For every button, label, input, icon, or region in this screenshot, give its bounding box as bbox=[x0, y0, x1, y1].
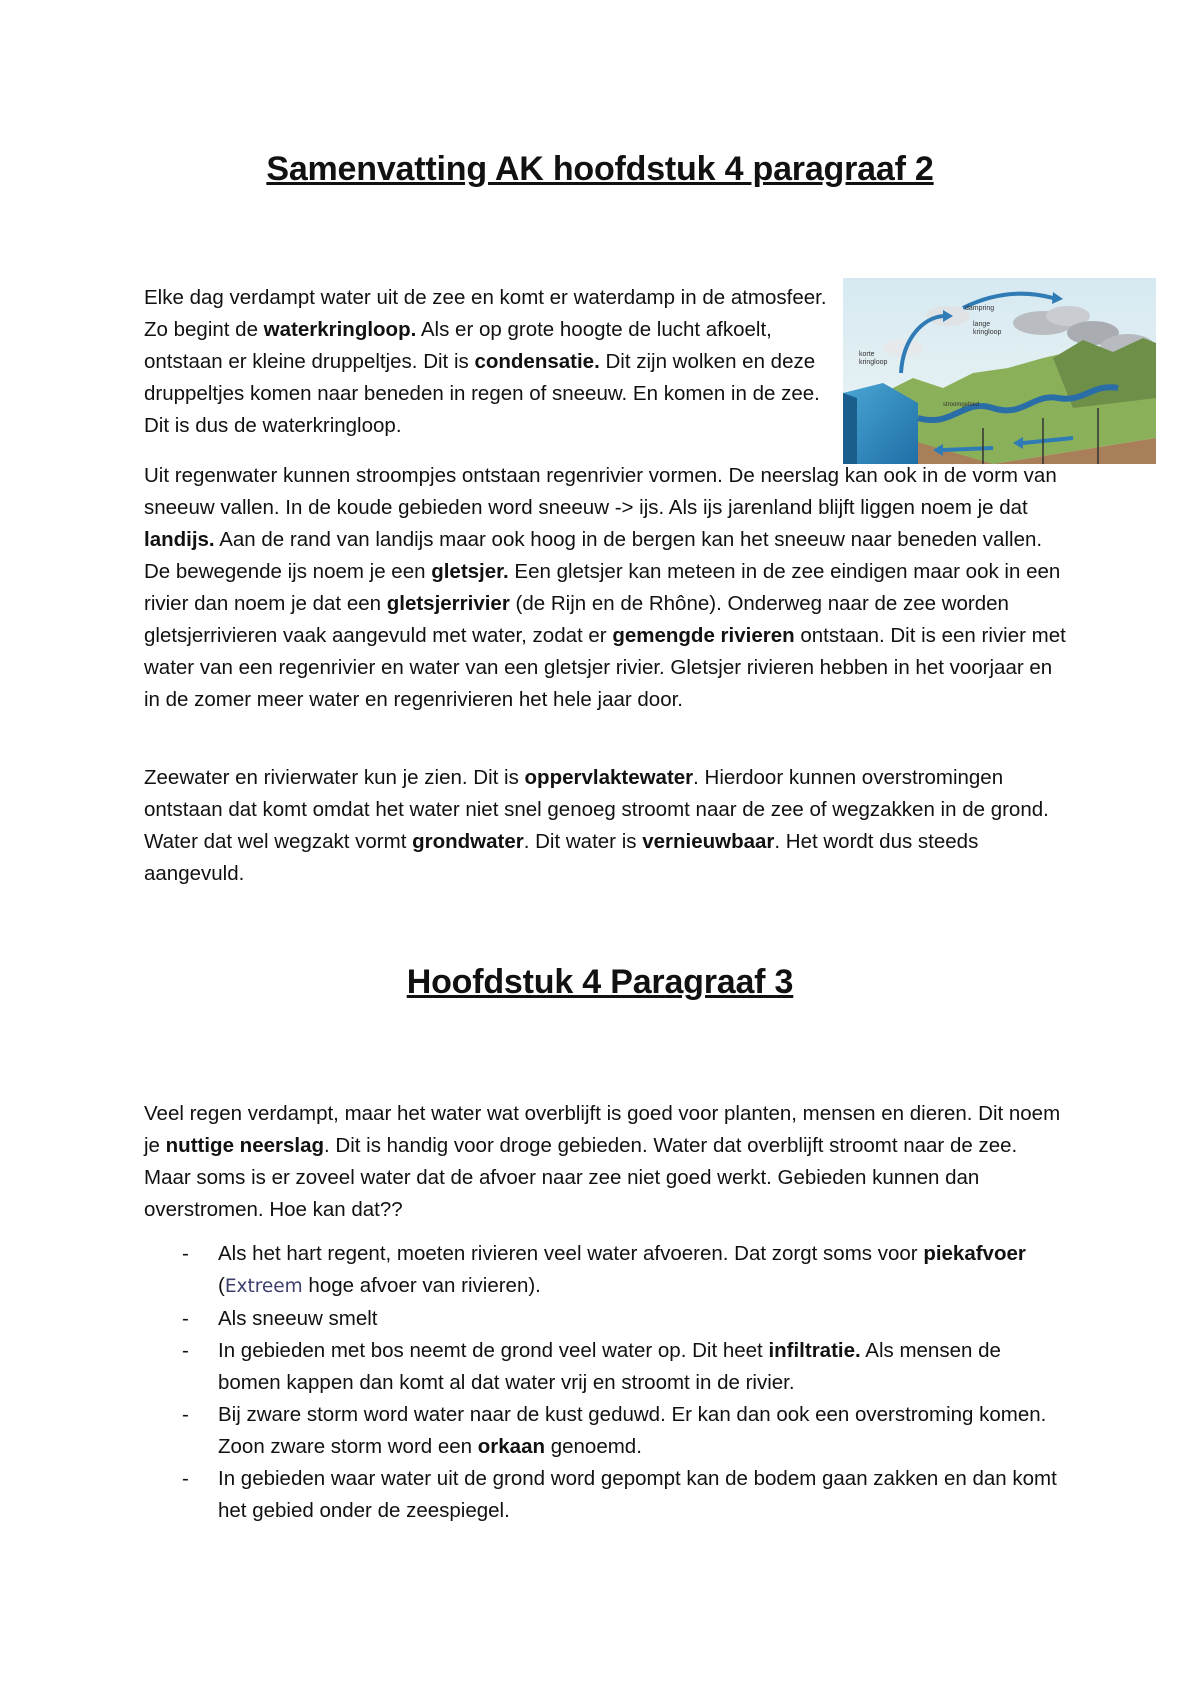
text: (de Rijn en de Rhône). Onderweg naar de zee worden gletsjerrivieren vaak aangevuld met water, zodat er bbox=[144, 592, 1009, 647]
text: Bij zware storm word water naar de kust geduwd. Er kan dan ook een overstroming komen. Zoon zware storm word een bbox=[218, 1403, 1047, 1458]
page-title: Samenvatting AK hoofdstuk 4 paragraaf 2 bbox=[266, 150, 934, 188]
term-nuttige-neerslag: nuttige neerslag bbox=[165, 1134, 324, 1157]
text: . Hierdoor kunnen overstromingen ontstaan dat komt omdat het water niet snel genoeg stroomt naar de zee of wegzakken in de grond. Water dat wel wegzakt vormt bbox=[144, 766, 1049, 853]
list-item bbox=[144, 1399, 1069, 1463]
term-gemengde-rivieren: gemengde rivieren bbox=[612, 624, 795, 647]
paragraph-oppervlaktewater bbox=[144, 762, 1069, 890]
dash: - bbox=[182, 1467, 189, 1490]
text: In gebieden waar water uit de grond word gepompt kan de bodem gaan zakken en dan komt het gebied onder de zeespiegel. bbox=[218, 1467, 1057, 1522]
term-orkaan: orkaan bbox=[477, 1435, 546, 1458]
text: Zeewater en rivierwater kun je zien. Dit is bbox=[144, 766, 525, 789]
text: ontstaan. Dit is een rivier met water van een regenrivier en water van een gletsjer rivier. Gletsjer rivieren hebben in het voorjaar en in de zomer meer water en regenrivieren het hele jaar door. bbox=[144, 624, 1066, 711]
dash: - bbox=[182, 1307, 189, 1330]
list-item bbox=[144, 1238, 1069, 1303]
text: Een gletsjer kan meteen in de zee eindigen maar ook in een rivier dan noem je dat een bbox=[144, 560, 1061, 615]
causes-list bbox=[144, 1238, 1069, 1527]
paragraph-nuttige-neerslag bbox=[144, 1098, 1069, 1226]
text: hoge afvoer van rivieren). bbox=[302, 1274, 541, 1297]
term-infiltratie: infiltratie. bbox=[768, 1339, 861, 1362]
list-item bbox=[144, 1303, 1069, 1335]
term-grondwater: grondwater bbox=[412, 830, 524, 853]
term-vernieuwbaar: vernieuwbaar bbox=[642, 830, 775, 853]
dash: - bbox=[182, 1339, 189, 1362]
text: Als het hart regent, moeten rivieren veel water afvoeren. Dat zorgt soms voor bbox=[218, 1242, 924, 1265]
text: Als mensen de bomen kappen dan komt al dat water vrij en stroomt in de rivier. bbox=[218, 1339, 1001, 1394]
term-waterkringloop: waterkringloop. bbox=[263, 318, 417, 341]
text: . Dit water is bbox=[523, 830, 643, 853]
term-oppervlaktewater: oppervlaktewater bbox=[524, 766, 694, 789]
paragraph-gletsjers bbox=[144, 460, 1069, 716]
term-gletsjerrivier: gletsjerrivier bbox=[386, 592, 510, 615]
text: . Het wordt dus steeds aangevuld. bbox=[144, 830, 979, 885]
text: Veel regen verdampt, maar het water wat overblijft is goed voor planten, mensen en dieren. Dit noem je bbox=[144, 1102, 1061, 1157]
term-condensatie: condensatie. bbox=[474, 350, 600, 373]
term-landijs: landijs. bbox=[144, 528, 215, 551]
text: ( bbox=[218, 1274, 225, 1297]
text: Uit regenwater kunnen stroompjes ontstaan regenrivier vormen. De neerslag kan ook in de vorm van sneeuw vallen. In de koude gebieden word sneeuw -> ijs. Als ijs jarenland blijft liggen noem je dat bbox=[144, 464, 1057, 519]
text: genoemd. bbox=[545, 1435, 642, 1458]
label-stroomgebied: stroomgebied bbox=[943, 402, 980, 408]
water-cycle-illustration bbox=[843, 278, 1156, 464]
text: Elke dag verdampt water uit de zee en komt er waterdamp in de atmosfeer. Zo begint de bbox=[144, 286, 827, 341]
label-korte-kringloop: korte kringloop bbox=[859, 351, 888, 366]
term-piekafvoer: piekafvoer bbox=[923, 1242, 1026, 1265]
sea-side bbox=[843, 393, 857, 464]
text: Aan de rand van landijs maar ook hoog in de bergen kan het sneeuw naar beneden vallen. De bewegende ijs noem je een bbox=[144, 528, 1043, 583]
section-title: Hoofdstuk 4 Paragraaf 3 bbox=[406, 963, 794, 1001]
dash: - bbox=[182, 1403, 189, 1426]
text: In gebieden met bos neemt de grond veel water op. Dit heet bbox=[218, 1339, 769, 1362]
text-extreem: Extreem bbox=[224, 1276, 303, 1297]
list-item bbox=[144, 1335, 1069, 1399]
list-item bbox=[144, 1463, 1069, 1527]
paragraph-waterkringloop bbox=[144, 282, 834, 442]
dash: - bbox=[182, 1242, 189, 1265]
text: . Dit is handig voor droge gebieden. Water dat overblijft stroomt naar de zee. Maar soms is er zoveel water dat de afvoer naar zee niet goed werkt. Gebieden kunnen dan overstromen. Hoe kan dat?? bbox=[144, 1134, 1018, 1221]
text: Als er op grote hoogte de lucht afkoelt, ontstaan er kleine druppeltjes. Dit is bbox=[144, 318, 772, 373]
text: Als sneeuw smelt bbox=[218, 1307, 378, 1330]
text: Dit zijn wolken en deze druppeltjes komen naar beneden in regen of sneeuw. En komen in de zee. Dit is dus de waterkringloop. bbox=[144, 350, 820, 437]
label-lange-kringloop: lange kringloop bbox=[973, 321, 1002, 336]
label-dampring: dampring bbox=[965, 305, 995, 312]
term-gletsjer: gletsjer. bbox=[431, 560, 509, 583]
